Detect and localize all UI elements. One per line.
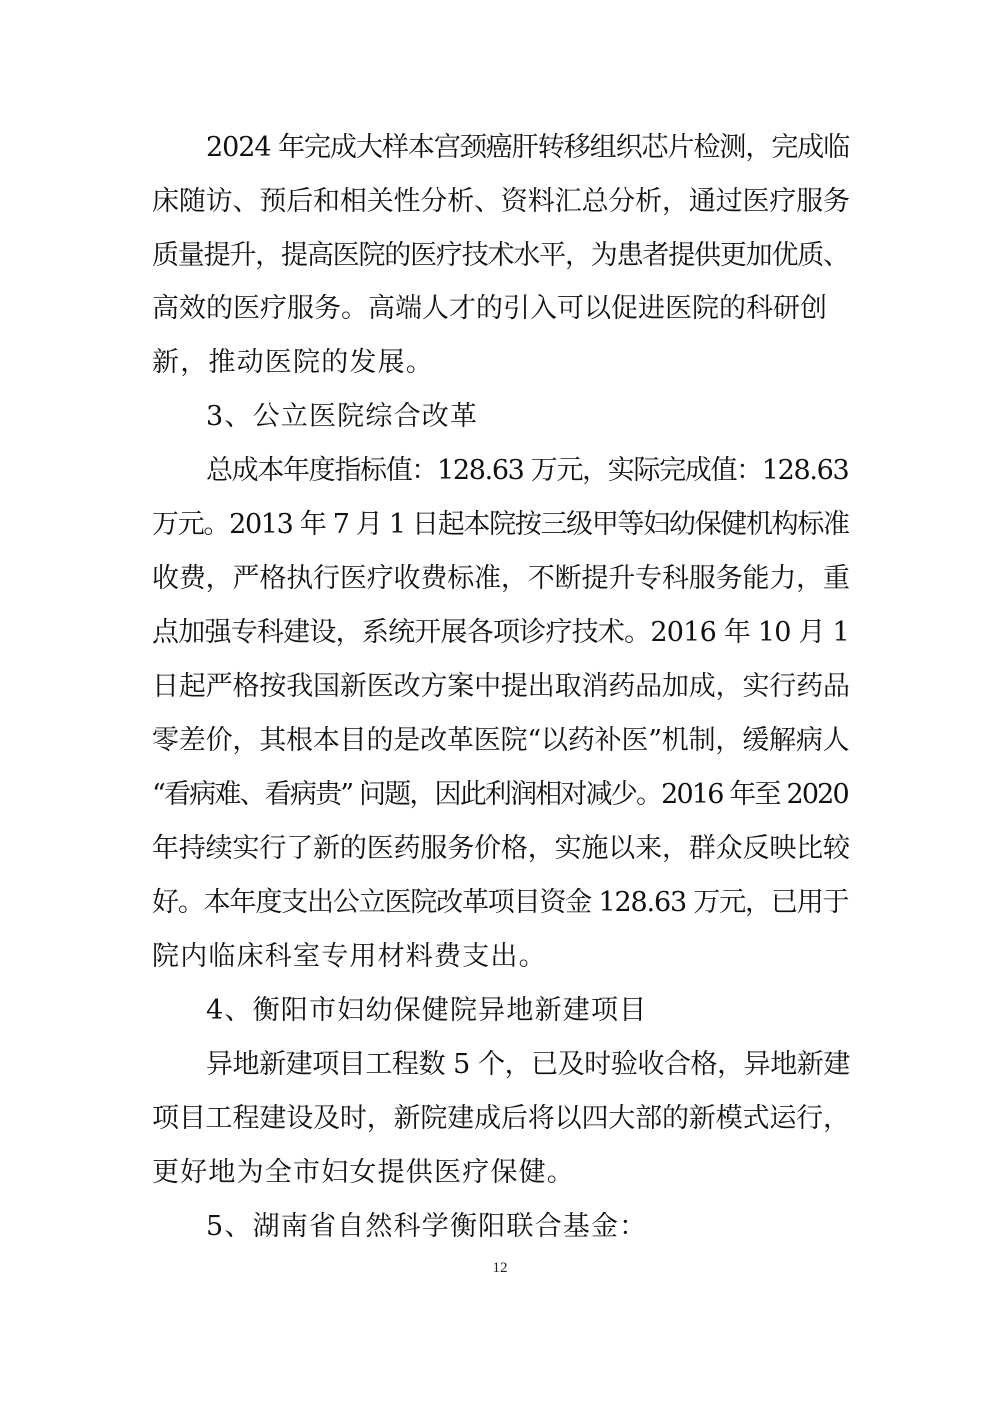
paragraph-1-line-4: 高效的医疗服务。高端人才的引入可以促进医院的科研创 (152, 293, 827, 324)
paragraph-1-line-5: 新，推动医院的发展。 (152, 347, 434, 378)
section-heading-3: 3、公立医院综合改革 (206, 401, 479, 432)
paragraph-1-line-2: 床随访、预后和相关性分析、资料汇总分析，通过医疗服务 (152, 186, 850, 217)
paragraph-3-line-6: 零差价，其根本目的是改革医院“以药补医”机制，缓解病人 (152, 725, 850, 756)
section-heading-5: 5、湖南省自然科学衡阳联合基金： (206, 1211, 648, 1242)
paragraph-3-line-4: 点加强专科建设，系统开展各项诊疗技术。2016 年 10 月 1 (152, 617, 849, 648)
paragraph-4-line-3: 更好地为全市妇女提供医疗保健。 (152, 1157, 575, 1188)
section-heading-4: 4、衡阳市妇幼保健院异地新建项目 (206, 995, 648, 1026)
paragraph-1-line-3: 质量提升，提高医院的医疗技术水平，为患者提供更加优质、 (152, 240, 849, 271)
paragraph-3-line-10: 院内临床科室专用材料费支出。 (152, 941, 547, 972)
paragraph-4-line-1: 异地新建项目工程数 5 个，已及时验收合格，异地新建 (206, 1049, 850, 1080)
page-number: 12 (492, 1260, 508, 1276)
paragraph-4-line-2: 项目工程建设及时，新院建成后将以四大部的新模式运行， (152, 1103, 850, 1134)
paragraph-1-line-1: 2024 年完成大样本宫颈癌肝转移组织芯片检测，完成临 (206, 132, 850, 163)
paragraph-3-line-9: 好。本年度支出公立医院改革项目资金 128.63 万元，已用于 (152, 887, 849, 918)
paragraph-3-line-3: 收费，严格执行医疗收费标准，不断提升专科服务能力，重 (152, 563, 850, 594)
paragraph-3-line-8: 年持续实行了新的医药服务价格，实施以来，群众反映比较 (152, 833, 850, 864)
paragraph-3-line-2: 万元。2013 年 7 月 1 日起本院按三级甲等妇幼保健机构标准 (152, 509, 849, 540)
paragraph-3-line-1: 总成本年度指标值：128.63 万元，实际完成值：128.63 (206, 455, 849, 486)
paragraph-3-line-7: “看病难、看病贵” 问题，因此利润相对减少。2016 年至 2020 (152, 779, 848, 810)
paragraph-3-line-5: 日起严格按我国新医改方案中提出取消药品加成，实行药品 (152, 671, 850, 702)
